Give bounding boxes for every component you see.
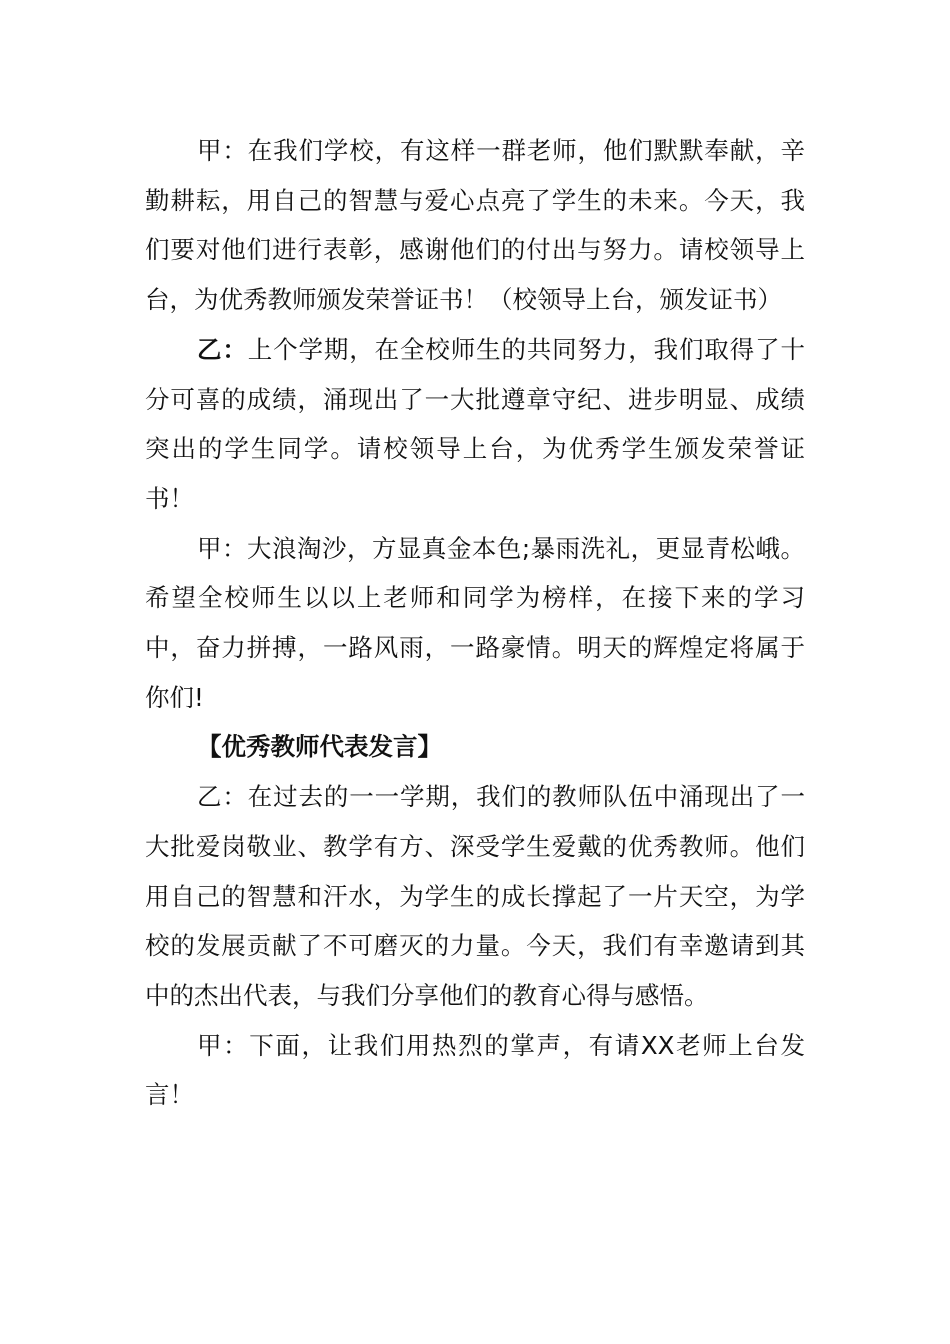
speaker-label: 甲	[197, 136, 223, 165]
dialogue-paragraph	[145, 772, 805, 1021]
speaker-separator: ：	[222, 533, 247, 563]
paragraph-text: 上个学期，在全校师生的共同努力，我们取得了十分可喜的成绩，涌现出了一大批遵章守纪、进步明显、成绩突出的学生同学。请校领导上台，为优秀学生颁发荣誉证书！	[145, 334, 806, 513]
speaker-label: 乙	[197, 782, 223, 812]
dialogue-paragraph	[145, 126, 805, 325]
paragraph-text: 在我们学校，有这样一群老师，他们默默奉献，辛勤耕耘，用自己的智慧与爱心点亮了学生的未来。今天，我们要对他们进行表彰，感谢他们的付出与努力。请校领导上台，为优秀教师颁发荣誉证书！（校领导上台，颁发证书）	[145, 136, 806, 315]
speaker-separator: ：	[222, 136, 248, 165]
paragraph-text: 大浪淘沙，方显真金本色;暴雨洗礼，更显青松峨。希望全校师生以以上老师和同学为榜样，在接下来的学习中，奋力拼搏，一路风雨，一路豪情。明天的辉煌定将属于你们!	[145, 533, 806, 712]
paragraph-text: 在过去的一一学期，我们的教师队伍中涌现出了一大批爱岗敬业、教学有方、深受学生爱戴的优秀教师。他们用自己的智慧和汗水，为学生的成长撑起了一片天空，为学校的发展贡献了不可磨灭的力量。今天，我们有幸邀请到其中的杰出代表，与我们分享他们的教育心得与感悟。	[145, 782, 806, 1010]
dialogue-paragraph	[145, 1021, 805, 1120]
section-heading: 【优秀教师代表发言】	[197, 732, 442, 762]
speaker-separator: ：	[223, 1030, 250, 1060]
speaker-label: 乙	[197, 334, 223, 364]
speaker-label: 甲	[197, 533, 222, 563]
paragraph-text: 下面，让我们用热烈的掌声，有请XX老师上台发言！	[145, 1030, 806, 1110]
speaker-label: 甲	[197, 1030, 224, 1060]
speaker-separator: ：	[222, 782, 248, 812]
dialogue-paragraph	[145, 524, 805, 723]
speaker-separator: ：	[222, 334, 248, 364]
dialogue-paragraph	[145, 325, 805, 524]
document-body	[145, 126, 805, 1120]
